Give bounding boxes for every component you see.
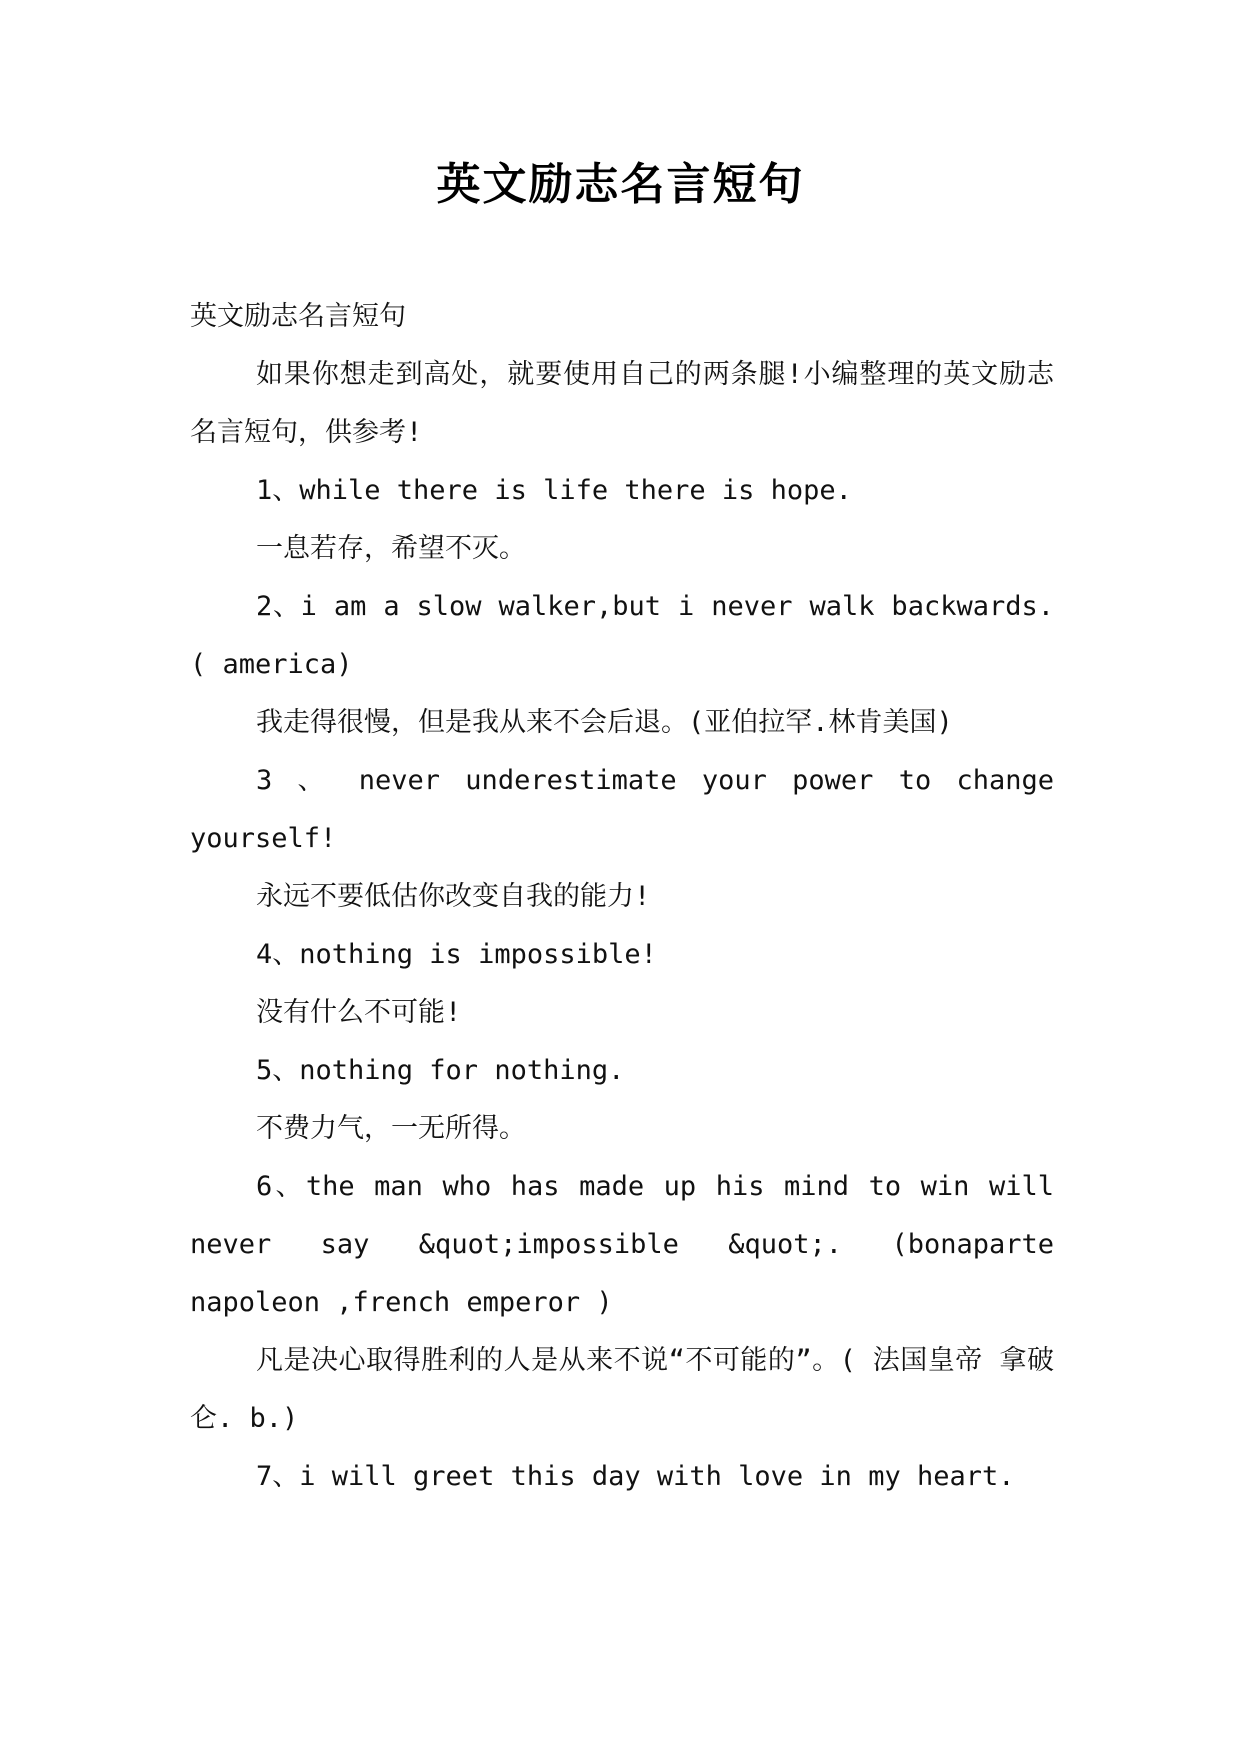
intro-paragraph: 如果你想走到高处，就要使用自己的两条腿!小编整理的英文励志名言短句，供参考! [190,359,1054,448]
quote-5-chinese: 不费力气，一无所得。 [256,1113,526,1144]
quote-1-chinese: 一息若存，希望不灭。 [256,533,526,564]
quote-6-english: 6、the man who has made up his mind to win will never say &quot;impossible &quot;. (bonaparte napoleon ,french emperor ) [190,1171,1054,1318]
quote-3-english: 3 、 never underestimate your power to change yourself! [190,765,1054,854]
quote-3-chinese: 永远不要低估你改变自我的能力! [256,881,651,912]
quote-6-chinese: 凡是决心取得胜利的人是从来不说“不可能的”。( 法国皇帝 拿破仑. b.) [190,1345,1054,1434]
quote-2-english: 2、i am a slow walker,but i never walk backwards.( america) [190,591,1054,680]
quote-2-chinese: 我走得很慢，但是我从来不会后退。(亚伯拉罕.林肯美国) [256,707,953,738]
document-body [190,288,1054,1506]
quote-1-english: 1、while there is life there is hope. [256,475,852,506]
quote-5-english: 5、nothing for nothing. [256,1055,625,1086]
subtitle-paragraph: 英文励志名言短句 [190,301,406,332]
quote-7-english: 7、i will greet this day with love in my heart. [256,1461,1015,1492]
document-title: 英文励志名言短句 [436,159,805,210]
quote-4-english: 4、nothing is impossible! [256,939,657,970]
quote-4-chinese: 没有什么不可能! [256,997,462,1028]
